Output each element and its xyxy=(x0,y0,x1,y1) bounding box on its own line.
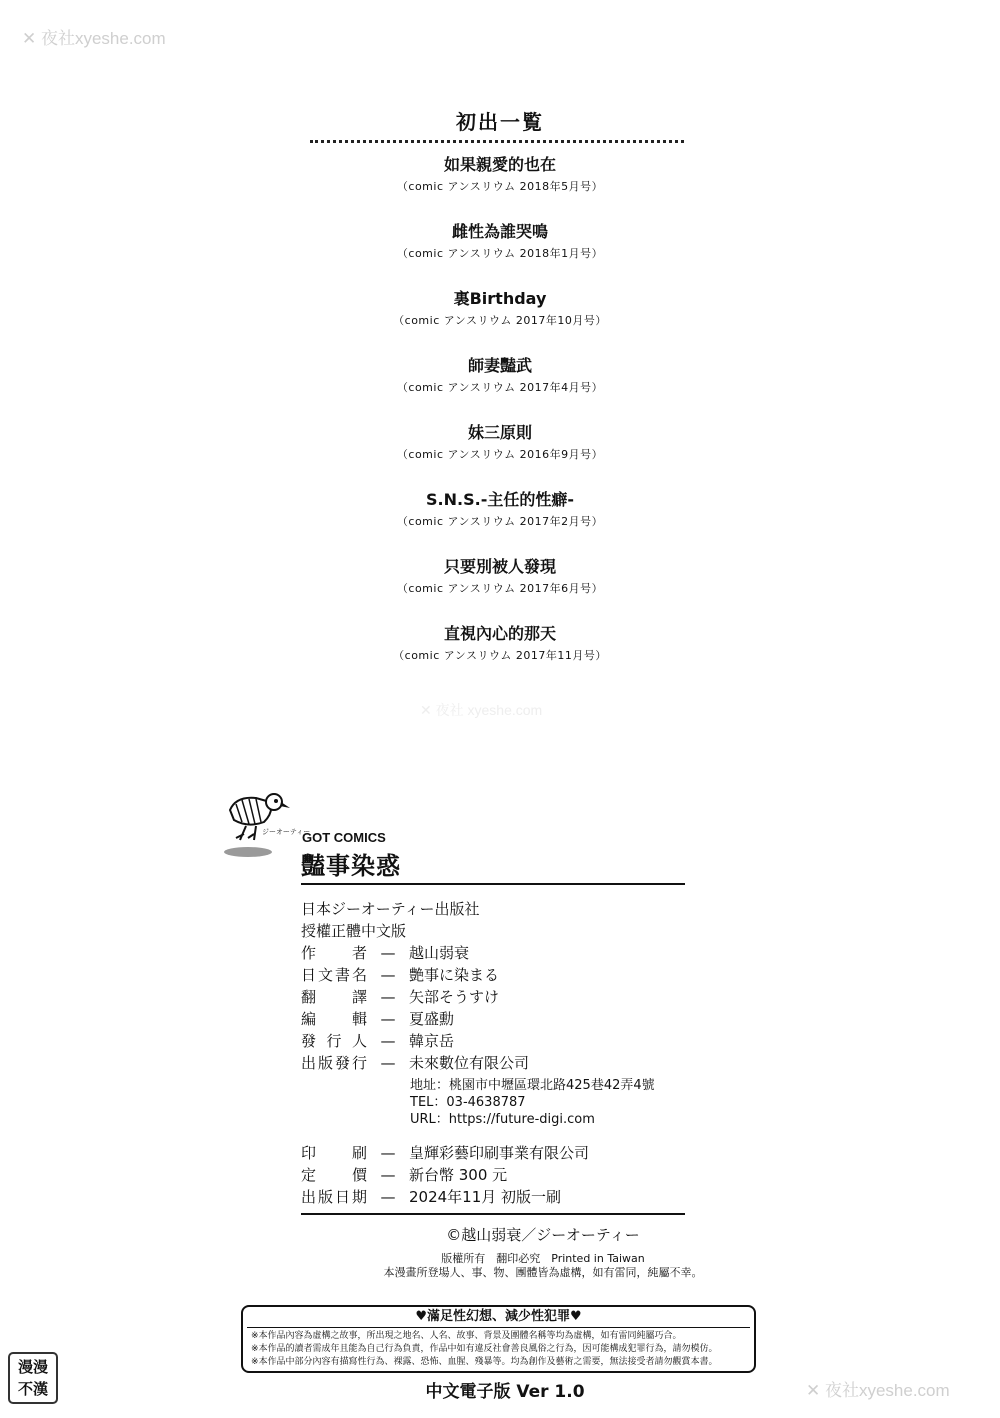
credit-row xyxy=(301,942,529,964)
rights-line: 版權所有 翻印必究 Printed in Taiwan xyxy=(441,1252,645,1265)
imprint-label: GOT COMICS xyxy=(302,830,386,845)
credit-row xyxy=(301,964,529,986)
toc-item-source: （comic アンスリウム 2017年6月号） xyxy=(396,582,604,595)
credit-dash: — xyxy=(380,1054,396,1072)
toc-item-title: 妹三原則 xyxy=(467,423,532,442)
credit-label: 出版發行 xyxy=(301,1054,367,1072)
toc-item-title: S.N.S.-主任的性癖- xyxy=(426,490,574,509)
credit-row xyxy=(301,1142,589,1164)
toc-item-title: 師妻豔武 xyxy=(467,356,532,375)
stamp-line: 不漢 xyxy=(17,1380,48,1398)
rights-block xyxy=(0,1252,1000,1280)
credit-dash: — xyxy=(380,1144,396,1162)
credit-dash: — xyxy=(380,966,396,984)
toc-item-source: （comic アンスリウム 2018年5月号） xyxy=(396,180,604,193)
publisher-address xyxy=(410,1077,655,1128)
toc-item xyxy=(0,554,1000,621)
toc-item-title: 如果親愛的也在 xyxy=(443,155,556,174)
credit-row xyxy=(301,1052,529,1074)
credit-label: 印刷 xyxy=(301,1144,367,1162)
toc-item xyxy=(0,353,1000,420)
credit-value: 越山弱衰 xyxy=(409,944,470,962)
notice-line: ※本作品的讀者需成年且能為自己行為負責，作品中如有違反社會善良風俗之行為，因可能構成犯罪行為，請勿模仿。 xyxy=(251,1344,718,1354)
credit-dash: — xyxy=(380,944,396,962)
credit-value: 2024年11月 初版一刷 xyxy=(409,1188,562,1206)
publisher-line: 日本ジーオーティー出版社 xyxy=(301,900,480,918)
colophon-rule-bottom xyxy=(301,1213,685,1215)
publisher-line: 授權正體中文版 xyxy=(301,922,407,940)
watermark-bottom: ✕ 夜社xyeshe.com xyxy=(806,1381,950,1400)
credit-row xyxy=(301,1030,529,1052)
toc-item-title: 裏Birthday xyxy=(453,289,547,308)
toc-item-source: （comic アンスリウム 2017年2月号） xyxy=(396,515,604,528)
bird-logo-icon xyxy=(222,782,311,860)
book-title: 豔事染惑 xyxy=(301,852,401,880)
toc-item-source: （comic アンスリウム 2017年11月号） xyxy=(393,649,607,662)
credit-label: 定價 xyxy=(301,1166,367,1184)
credit-row xyxy=(301,1186,589,1208)
copyright-line: ©越山弱衰／ジーオーティー xyxy=(446,1226,640,1244)
toc-list xyxy=(0,152,1000,688)
toc-item xyxy=(0,420,1000,487)
credit-value: 夏盛勳 xyxy=(409,1010,455,1028)
credit-value: 艶事に染まる xyxy=(409,966,500,984)
notice-line: ※本作品中部分內容有描寫性行為、裸露、恐怖、血腥、殘暴等。均為創作及藝術之需要，無法接受者請勿觀賞本書。 xyxy=(251,1357,718,1367)
toc-item-source: （comic アンスリウム 2017年4月号） xyxy=(396,381,604,394)
toc-title: 初出一覧 xyxy=(456,110,544,134)
stamp-line: 漫漫 xyxy=(17,1358,48,1376)
toc-divider xyxy=(310,140,684,143)
credit-value: 未來數位有限公司 xyxy=(409,1054,530,1072)
tel-line: TEL：03-4638787 xyxy=(410,1095,526,1110)
watermark-top: ✕ 夜社xyeshe.com xyxy=(22,29,166,48)
toc-item xyxy=(0,219,1000,286)
publisher-lines xyxy=(301,898,480,942)
credit-row xyxy=(301,986,529,1008)
credits-table-2 xyxy=(301,1142,589,1208)
credit-label: 發行人 xyxy=(301,1032,367,1050)
credit-dash: — xyxy=(380,1188,396,1206)
notice-body xyxy=(243,1328,754,1371)
watermark-middle: ✕ 夜社 xyeshe.com xyxy=(420,702,543,718)
credit-label: 出版日期 xyxy=(301,1188,367,1206)
credit-label: 日文書名 xyxy=(301,966,367,984)
credits-table xyxy=(301,942,529,1074)
credit-row xyxy=(301,1008,529,1030)
credit-label: 編輯 xyxy=(301,1010,367,1028)
notice-heading: ♥滿足性幻想、減少性犯罪♥ xyxy=(247,1307,750,1328)
credit-value: 矢部そうすけ xyxy=(409,988,500,1006)
toc-item-source: （comic アンスリウム 2017年10月号） xyxy=(393,314,607,327)
toc-item xyxy=(0,152,1000,219)
url-line: URL：https://future-digi.com xyxy=(410,1112,595,1127)
toc-item xyxy=(0,487,1000,554)
toc-item xyxy=(0,286,1000,353)
colophon-rule-top xyxy=(301,883,685,885)
toc-item-title: 只要別被人發現 xyxy=(443,557,556,576)
toc-item-source: （comic アンスリウム 2016年9月号） xyxy=(396,448,604,461)
edition-version: 中文電子版 Ver 1.0 xyxy=(425,1382,585,1402)
credit-dash: — xyxy=(380,1010,396,1028)
credit-dash: — xyxy=(380,988,396,1006)
toc-item-source: （comic アンスリウム 2018年1月号） xyxy=(396,247,604,260)
notice-box xyxy=(241,1305,756,1373)
fiction-disclaimer: 本漫畫所登場人、事、物、團體皆為虛構，如有雷同，純屬不幸。 xyxy=(383,1266,703,1279)
credit-dash: — xyxy=(380,1032,396,1050)
address-line: 地址：桃園市中壢區環北路425巷42弄4號 xyxy=(410,1078,655,1093)
credit-dash: — xyxy=(380,1166,396,1184)
credit-label: 翻譯 xyxy=(301,988,367,1006)
credit-label: 作者 xyxy=(301,944,367,962)
toc-item-title: 雌性為誰哭鳴 xyxy=(451,222,548,241)
credit-value: 新台幣 300 元 xyxy=(409,1166,508,1184)
logo-caption: ジーオーティー xyxy=(262,828,311,836)
credit-row xyxy=(301,1164,589,1186)
notice-line: ※本作品內容為虛構之故事，所出現之地名、人名、故事、背景及團體名稱等均為虛構，如有雷同純屬巧合。 xyxy=(251,1331,682,1341)
credit-value: 韓京岳 xyxy=(409,1032,455,1050)
toc-item xyxy=(0,621,1000,688)
toc-item-title: 直視內心的那天 xyxy=(443,624,556,643)
credit-value: 皇輝彩藝印刷事業有限公司 xyxy=(409,1144,590,1162)
